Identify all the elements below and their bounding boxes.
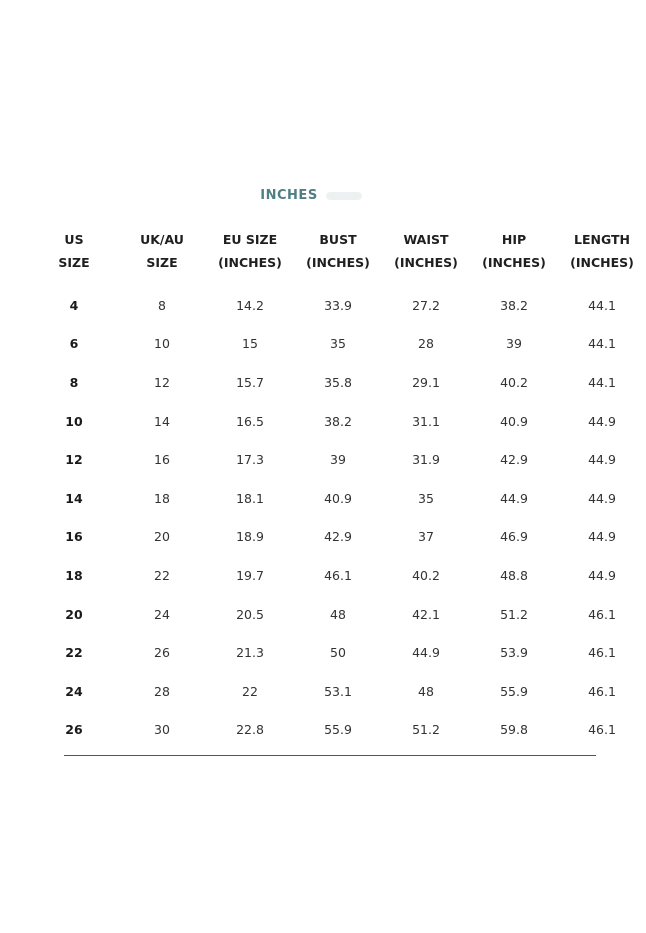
header-us-size-line1: US [64, 232, 84, 247]
cell-hip: 51.2 [500, 606, 528, 622]
cell-waist: 42.1 [412, 606, 440, 622]
size-chart-title [0, 188, 622, 203]
table-row [30, 402, 618, 441]
cell-eu-size: 18.1 [236, 490, 264, 506]
cell-us-size: 12 [65, 452, 83, 468]
header-waist-line2: (INCHES) [394, 255, 458, 270]
cell-us-size: 18 [65, 567, 83, 583]
header-waist-line1: WAIST [403, 232, 449, 247]
table-row [30, 518, 618, 557]
cell-bust: 40.9 [324, 490, 352, 506]
cell-hip: 40.2 [500, 374, 528, 390]
cell-us-size: 20 [65, 606, 83, 622]
header-us-size [30, 228, 118, 274]
table-header-row [30, 228, 634, 274]
cell-us-size: 10 [65, 413, 83, 429]
cell-uk-au-size: 12 [154, 374, 170, 390]
table-row [30, 286, 618, 325]
cell-length: 44.9 [588, 413, 616, 429]
cell-hip: 38.2 [500, 297, 528, 313]
cell-hip: 55.9 [500, 683, 528, 699]
cell-us-size: 4 [69, 297, 79, 313]
cell-us-size: 6 [69, 336, 79, 352]
cell-uk-au-size: 24 [154, 606, 170, 622]
header-bust [294, 228, 382, 274]
cell-uk-au-size: 26 [154, 645, 170, 661]
cell-bust: 46.1 [324, 567, 352, 583]
header-bust-line2: (INCHES) [306, 255, 370, 270]
cell-hip: 48.8 [500, 567, 528, 583]
cell-waist: 37 [418, 529, 434, 545]
header-uk-au-size-line1: UK/AU [140, 232, 184, 247]
cell-waist: 31.9 [412, 452, 440, 468]
cell-waist: 35 [418, 490, 434, 506]
cell-length: 44.1 [588, 374, 616, 390]
cell-uk-au-size: 20 [154, 529, 170, 545]
cell-bust: 53.1 [324, 683, 352, 699]
cell-bust: 39 [330, 452, 346, 468]
cell-waist: 44.9 [412, 645, 440, 661]
cell-bust: 33.9 [324, 297, 352, 313]
cell-length: 44.1 [588, 336, 616, 352]
cell-length: 46.1 [588, 683, 616, 699]
header-bust-line1: BUST [319, 232, 357, 247]
cell-length: 46.1 [588, 606, 616, 622]
cell-hip: 40.9 [500, 413, 528, 429]
table-row [30, 595, 618, 634]
cell-waist: 51.2 [412, 722, 440, 738]
cell-bust: 50 [330, 645, 346, 661]
table-row [30, 363, 618, 402]
header-length [558, 228, 646, 274]
cell-eu-size: 15 [242, 336, 258, 352]
table-row [30, 325, 618, 364]
cell-us-size: 16 [65, 529, 83, 545]
cell-uk-au-size: 22 [154, 567, 170, 583]
table-row [30, 633, 618, 672]
cell-bust: 48 [330, 606, 346, 622]
header-eu-size-line2: (INCHES) [218, 255, 282, 270]
title-text: INCHES [260, 188, 318, 203]
header-hip-line2: (INCHES) [482, 255, 546, 270]
size-chart-table [30, 228, 634, 749]
cell-length: 44.9 [588, 452, 616, 468]
table-row [30, 479, 618, 518]
cell-eu-size: 14.2 [236, 297, 264, 313]
cell-eu-size: 17.3 [236, 452, 264, 468]
cell-us-size: 8 [69, 374, 79, 390]
header-length-line1: LENGTH [574, 232, 630, 247]
table-row [30, 711, 618, 750]
cell-hip: 44.9 [500, 490, 528, 506]
header-hip-line1: HIP [501, 232, 527, 247]
table-body [30, 286, 618, 749]
header-length-line2: (INCHES) [570, 255, 634, 270]
cell-waist: 28 [418, 336, 434, 352]
cell-eu-size: 20.5 [236, 606, 264, 622]
cell-bust: 55.9 [324, 722, 352, 738]
cell-eu-size: 22.8 [236, 722, 264, 738]
faded-watermark [326, 192, 362, 200]
cell-waist: 27.2 [412, 297, 440, 313]
header-uk-au-size-line2: SIZE [146, 255, 178, 270]
cell-us-size: 24 [65, 683, 83, 699]
cell-uk-au-size: 8 [158, 297, 166, 313]
cell-eu-size: 21.3 [236, 645, 264, 661]
cell-length: 46.1 [588, 645, 616, 661]
table-bottom-rule [64, 755, 596, 756]
cell-waist: 31.1 [412, 413, 440, 429]
cell-eu-size: 22 [242, 683, 258, 699]
cell-eu-size: 19.7 [236, 567, 264, 583]
header-uk-au-size [118, 228, 206, 274]
header-eu-size [206, 228, 294, 274]
cell-length: 44.1 [588, 297, 616, 313]
cell-hip: 46.9 [500, 529, 528, 545]
cell-hip: 59.8 [500, 722, 528, 738]
table-row [30, 440, 618, 479]
cell-waist: 48 [418, 683, 434, 699]
cell-bust: 42.9 [324, 529, 352, 545]
cell-uk-au-size: 16 [154, 452, 170, 468]
cell-uk-au-size: 18 [154, 490, 170, 506]
cell-uk-au-size: 30 [154, 722, 170, 738]
cell-us-size: 26 [65, 722, 83, 738]
header-hip [470, 228, 558, 274]
cell-length: 46.1 [588, 722, 616, 738]
cell-eu-size: 18.9 [236, 529, 264, 545]
cell-bust: 35.8 [324, 374, 352, 390]
cell-length: 44.9 [588, 490, 616, 506]
cell-uk-au-size: 10 [154, 336, 170, 352]
cell-waist: 40.2 [412, 567, 440, 583]
cell-us-size: 14 [65, 490, 83, 506]
cell-uk-au-size: 14 [154, 413, 170, 429]
table-row [30, 556, 618, 595]
header-us-size-line2: SIZE [58, 255, 90, 270]
cell-us-size: 22 [65, 645, 83, 661]
cell-length: 44.9 [588, 567, 616, 583]
cell-bust: 38.2 [324, 413, 352, 429]
cell-length: 44.9 [588, 529, 616, 545]
table-row [30, 672, 618, 711]
cell-hip: 53.9 [500, 645, 528, 661]
cell-eu-size: 16.5 [236, 413, 264, 429]
header-waist [382, 228, 470, 274]
cell-hip: 39 [506, 336, 522, 352]
header-eu-size-line1: EU SIZE [222, 232, 278, 247]
cell-eu-size: 15.7 [236, 374, 264, 390]
cell-bust: 35 [330, 336, 346, 352]
cell-waist: 29.1 [412, 374, 440, 390]
cell-uk-au-size: 28 [154, 683, 170, 699]
cell-hip: 42.9 [500, 452, 528, 468]
